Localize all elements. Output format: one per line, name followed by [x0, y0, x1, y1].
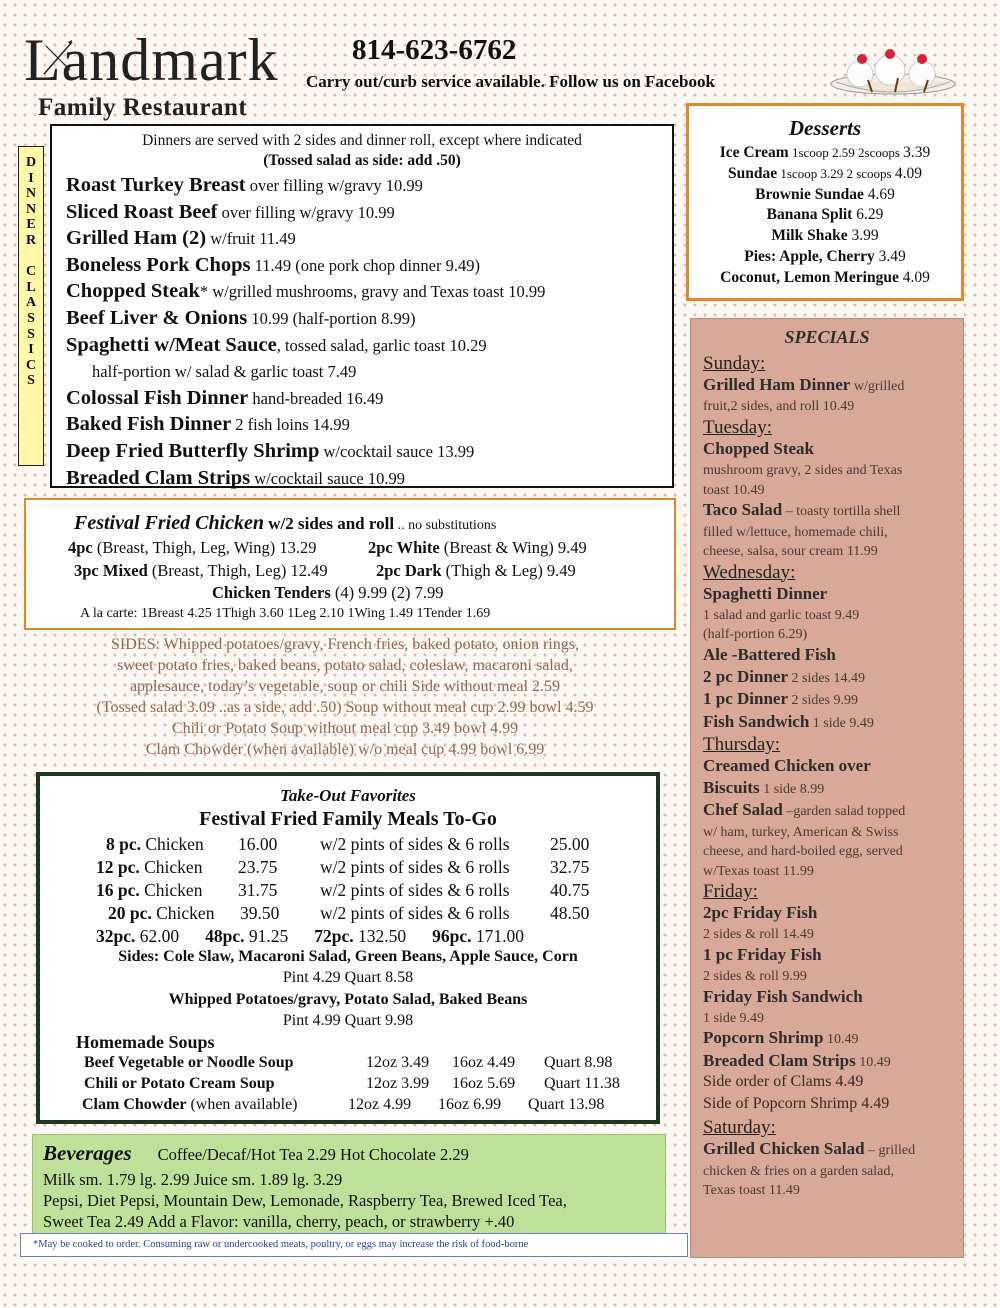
- dinner-item-name: Sliced Roast Beef: [66, 200, 218, 223]
- takeout-sides-1: Sides: Cole Slaw, Macaroni Salad, Green Beans, Apple Sauce, Corn: [118, 948, 578, 965]
- desserts-box: [686, 103, 964, 301]
- special-item: Taco Salad – toasty tortilla shell: [703, 500, 901, 520]
- tab-letter: S: [27, 310, 35, 326]
- special-item: 2pc Friday Fish: [703, 903, 818, 923]
- special-desc: fruit,2 sides, and roll 10.49: [703, 399, 855, 415]
- special-desc: mushroom gravy, 2 sides and Texas: [703, 463, 903, 479]
- beverages-line-4: Sweet Tea 2.49 Add a Flavor: vanilla, cherry, peach, or strawberry +.40: [43, 1212, 515, 1231]
- sides-line: sweet potato fries, baked beans, potato salad, coleslaw, macaroni salad,: [117, 657, 573, 674]
- sides-line: Chili or Potato Soup without meal cup 3.49 bowl 4.99: [171, 720, 519, 737]
- special-desc: w/Texas toast 11.99: [703, 863, 814, 879]
- meal-price: 31.75: [238, 880, 278, 900]
- special-desc: 1 salad and garlic toast 9.49: [703, 607, 860, 623]
- dinner-item-name: Baked Fish Dinner: [66, 413, 232, 436]
- festival-3pc-mixed: 3pc Mixed (Breast, Thigh, Leg) 12.49: [74, 561, 328, 580]
- tab-letter: C: [25, 357, 37, 373]
- takeout-box: [36, 772, 660, 1124]
- special-item: Friday Fish Sandwich: [703, 986, 863, 1006]
- beverages-box: [32, 1134, 666, 1234]
- dinner-item: [66, 254, 480, 277]
- sides-line: (Tossed salad 3.09 ..as a side, add .50) Soup without meal cup 2.99 bowl 4.59: [96, 699, 594, 716]
- dinner-item-desc: * w/grilled mushrooms, gravy and Texas toast 10.99: [199, 282, 546, 302]
- soup-price: 12oz 3.49: [366, 1054, 430, 1071]
- phone-number[interactable]: 814-623-6762: [352, 34, 517, 66]
- meal-with-sides: w/2 pints of sides & 6 rolls: [320, 903, 510, 923]
- dinner-classics-box: [50, 124, 674, 488]
- dinner-item-name: Colossal Fish Dinner: [66, 386, 249, 409]
- tab-letter: [19, 249, 43, 265]
- dinner-item: [66, 334, 487, 357]
- a-la-carte: A la carte: 1Breast 4.25 1Thigh 3.60 1Leg 2.10 1Wing 1.49 1Tender 1.69: [80, 606, 491, 621]
- bulk-item: 96pc. 171.00: [432, 926, 524, 946]
- special-item: Grilled Ham Dinner w/grilled: [703, 375, 905, 395]
- specials-title: SPECIALS: [784, 327, 870, 347]
- tab-letter: D: [25, 155, 37, 170]
- meal-price: 16.00: [238, 834, 278, 854]
- tab-letter: S: [27, 373, 35, 389]
- dinner-item: [66, 280, 545, 303]
- dinner-item-desc: half-portion w/ salad & garlic toast 7.49: [92, 362, 357, 382]
- dessert-item: Coconut, Lemon Meringue 4.09: [720, 268, 930, 286]
- bulk-item: 72pc. 132.50: [314, 926, 407, 946]
- dinner-classics-tab: [18, 146, 44, 466]
- dinner-item: [66, 467, 405, 490]
- special-item: Biscuits 1 side 8.99: [703, 778, 825, 798]
- soup-price: 16oz 4.49: [452, 1054, 516, 1071]
- beverages-line-1: Beverages Coffee/Decaf/Hot Tea 2.29 Hot Chocolate 2.29: [43, 1141, 469, 1165]
- dinner-item: [66, 307, 415, 330]
- special-side: Side of Popcorn Shrimp 4.49: [703, 1094, 890, 1112]
- festival-4pc: 4pc (Breast, Thigh, Leg, Wing) 13.29: [68, 538, 317, 557]
- dinner-item-desc: , tossed salad, garlic toast 10.29: [276, 335, 487, 355]
- special-desc: 2 sides & roll 14.49: [703, 927, 814, 943]
- specials-box: [690, 318, 964, 1258]
- meal-pieces: 20 pc. Chicken: [108, 903, 215, 923]
- special-desc: Texas toast 11.49: [703, 1183, 800, 1198]
- dinner-item: [66, 201, 395, 224]
- meal-pieces: 12 pc. Chicken: [96, 857, 203, 877]
- dinner-item-desc: w/fruit 11.49: [206, 229, 296, 249]
- logo-subtitle: Family Restaurant: [38, 94, 248, 121]
- soup-price: Quart 8.98: [544, 1054, 613, 1071]
- meal-with-sides: w/2 pints of sides & 6 rolls: [320, 857, 510, 877]
- dinner-item-name: Roast Turkey Breast: [66, 174, 246, 196]
- special-item: Creamed Chicken over: [703, 755, 871, 775]
- special-day: Friday:: [703, 881, 758, 902]
- sides-line: SIDES: Whipped potatoes/gravy, French fries, baked potato, onion rings,: [111, 636, 579, 653]
- festival-2pc-dark: 2pc Dark (Thigh & Leg) 9.49: [376, 561, 576, 580]
- dinner-item-desc: 11.49 (one pork chop dinner 9.49): [250, 255, 480, 275]
- special-desc: 2 sides & roll 9.99: [703, 969, 807, 985]
- dessert-item: Brownie Sundae 4.69: [755, 185, 895, 203]
- tab-letter: L: [26, 279, 36, 295]
- dinner-item-name: Deep Fried Butterfly Shrimp: [66, 440, 320, 462]
- special-item: Breaded Clam Strips 10.49: [703, 1050, 891, 1070]
- tab-letter: I: [28, 170, 34, 186]
- dessert-item: Ice Cream 1scoop 2.59 2scoops 3.39: [719, 144, 931, 161]
- meal-with-sides: w/2 pints of sides & 6 rolls: [320, 880, 510, 900]
- dinner-item-name: Beef Liver & Onions: [66, 307, 248, 329]
- takeout-title: Festival Fried Family Meals To-Go: [199, 808, 497, 830]
- festival-title: Festival Fried Chicken w/2 sides and roll .. no substitutions: [74, 512, 497, 534]
- bulk-row: [96, 926, 550, 947]
- festival-2pc-white: 2pc White (Breast & Wing) 9.49: [368, 538, 587, 557]
- restaurant-logo: [18, 27, 298, 121]
- dinner-item-desc: hand-breaded 16.49: [248, 388, 384, 408]
- dessert-item: Sundae 1scoop 3.29 2 scoops 4.09: [728, 164, 922, 182]
- special-item: 1 pc Dinner 2 sides 9.99: [703, 689, 858, 709]
- dinner-item-desc: over filling w/gravy 10.99: [245, 176, 423, 195]
- sides-list: [20, 634, 670, 760]
- tab-letter: N: [25, 201, 37, 217]
- tab-letter: N: [25, 186, 37, 202]
- special-desc: (half-portion 6.29): [703, 627, 808, 643]
- takeout-sides-2-price: Pint 4.99 Quart 9.98: [282, 1012, 414, 1029]
- tab-letter: C: [25, 264, 37, 280]
- festival-chicken-box: [24, 498, 676, 630]
- bulk-item: 48pc. 91.25: [205, 926, 289, 946]
- special-desc: cheese, salsa, sour cream 11.99: [703, 544, 878, 559]
- dinner-item: [66, 387, 383, 410]
- beverages-line-2: Milk sm. 1.79 lg. 2.99 Juice sm. 1.89 lg. 3.29: [43, 1170, 343, 1189]
- dinner-item-desc: 2 fish loins 14.99: [231, 415, 350, 435]
- meal-pieces: 8 pc. Chicken: [106, 834, 204, 854]
- special-item: Grilled Chicken Salad – grilled: [703, 1139, 916, 1159]
- tab-letter: I: [28, 342, 34, 358]
- tab-letter: A: [25, 295, 37, 311]
- sides-line: applesauce, today’s vegetable, soup or chili Side without meal 2.59: [129, 678, 561, 695]
- chicken-tenders: Chicken Tenders (4) 9.99 (2) 7.99: [212, 583, 444, 602]
- logo-wordmark: Landmark: [24, 27, 279, 93]
- takeout-sides-1-price: Pint 4.29 Quart 8.58: [282, 969, 414, 986]
- soup-price: Quart 11.38: [544, 1075, 620, 1092]
- tab-letter: R: [25, 232, 37, 248]
- meal-with-sides-price: 48.50: [550, 903, 590, 923]
- meal-with-sides-price: 25.00: [550, 834, 590, 854]
- soup-name: Chili or Potato Cream Soup: [84, 1075, 275, 1092]
- tab-letter: E: [26, 217, 36, 233]
- dessert-item: Milk Shake 3.99: [771, 227, 879, 245]
- dinner-item-desc: w/cocktail sauce 10.99: [250, 468, 406, 488]
- special-desc: toast 10.49: [703, 482, 765, 498]
- soup-price: 12oz 4.99: [348, 1096, 412, 1113]
- soup-price: 16oz 6.99: [438, 1096, 502, 1113]
- soup-price: 12oz 3.99: [366, 1075, 430, 1092]
- tagline: Carry out/curb service available. Follow us on Facebook: [306, 72, 715, 91]
- special-day: Wednesday:: [703, 561, 796, 583]
- dinner-item-desc: over filling w/gravy 10.99: [217, 202, 395, 222]
- dinner-item-name: Grilled Ham (2): [66, 227, 207, 250]
- soup-name: Clam Chowder (when available): [82, 1096, 298, 1113]
- special-desc: w/ ham, turkey, American & Swiss: [703, 824, 899, 840]
- dessert-item: Pies: Apple, Cherry 3.49: [744, 247, 906, 265]
- takeout-sides-2: Whipped Potatoes/gravy, Potato Salad, Baked Beans: [168, 991, 528, 1008]
- soup-price: 16oz 5.69: [452, 1075, 516, 1092]
- dinner-item: [66, 174, 423, 197]
- special-day: Thursday:: [703, 733, 781, 755]
- sides-line: Clam Chowder (when available) w/o meal cup 4.99 bowl 6.99: [145, 741, 545, 758]
- special-item: Ale -Battered Fish: [703, 644, 836, 664]
- special-desc: chicken & fries on a garden salad,: [703, 1163, 894, 1179]
- special-item: Chef Salad –garden salad topped: [703, 800, 906, 820]
- dinner-item-desc: w/cocktail sauce 13.99: [319, 442, 475, 461]
- sundae-image: [828, 40, 958, 98]
- meal-with-sides-price: 32.75: [550, 857, 590, 877]
- special-desc: cheese, and hard-boiled egg, served: [703, 844, 903, 859]
- dinner-item: [66, 440, 474, 463]
- special-desc: filled w/lettuce, homemade chili,: [703, 524, 888, 540]
- meal-with-sides: w/2 pints of sides & 6 rolls: [320, 834, 510, 854]
- meal-price: 23.75: [238, 857, 278, 877]
- special-item: 1 pc Friday Fish: [703, 944, 822, 964]
- tab-letter: S: [27, 326, 35, 342]
- meal-price: 39.50: [240, 903, 280, 923]
- soups-title: Homemade Soups: [76, 1032, 215, 1052]
- dinner-item-name: Breaded Clam Strips: [66, 466, 251, 489]
- dinner-intro: Dinners are served with 2 sides and dinner roll, except where indicated: [142, 132, 582, 149]
- dinner-item-name: Chopped Steak: [66, 280, 200, 303]
- dinner-item: [66, 413, 350, 436]
- food-safety-footnote: *May be cooked to order. Consuming raw or undercooked meats, poultry, or eggs may increase the risk of food-borne: [20, 1233, 688, 1257]
- dessert-item: Banana Split 6.29: [766, 206, 884, 224]
- special-item: Popcorn Shrimp 10.49: [703, 1028, 859, 1048]
- dinner-item-name: Boneless Pork Chops: [66, 253, 251, 276]
- dinner-item: [66, 227, 296, 250]
- special-side: Side order of Clams 4.49: [703, 1072, 864, 1090]
- special-item: Chopped Steak: [703, 439, 815, 459]
- meal-with-sides-price: 40.75: [550, 880, 590, 900]
- dinner-intro-note: (Tossed salad as side: add .50): [263, 152, 461, 169]
- beverages-line-3: Pepsi, Diet Pepsi, Mountain Dew, Lemonade, Raspberry Tea, Brewed Iced Tea,: [43, 1191, 567, 1210]
- bulk-item: 32pc. 62.00: [96, 926, 180, 946]
- special-item: 2 pc Dinner 2 sides 14.49: [703, 667, 865, 687]
- dinner-item-desc: 10.99 (half-portion 8.99): [247, 309, 416, 328]
- soup-price: Quart 13.98: [528, 1096, 605, 1113]
- dinner-item-name: Spaghetti w/Meat Sauce: [66, 333, 277, 356]
- special-item: Spaghetti Dinner: [703, 583, 828, 603]
- dinner-item: [92, 360, 356, 383]
- desserts-title: Desserts: [788, 116, 862, 140]
- takeout-heading: Take-Out Favorites: [280, 786, 416, 805]
- special-item: Fish Sandwich 1 side 9.49: [703, 711, 874, 731]
- meal-pieces: 16 pc. Chicken: [96, 880, 203, 900]
- special-day: Tuesday:: [703, 416, 772, 438]
- soup-name: Beef Vegetable or Noodle Soup: [84, 1054, 294, 1071]
- special-day: Sunday:: [703, 353, 766, 374]
- special-desc: 1 side 9.49: [703, 1010, 765, 1026]
- special-day: Saturday:: [703, 1117, 776, 1139]
